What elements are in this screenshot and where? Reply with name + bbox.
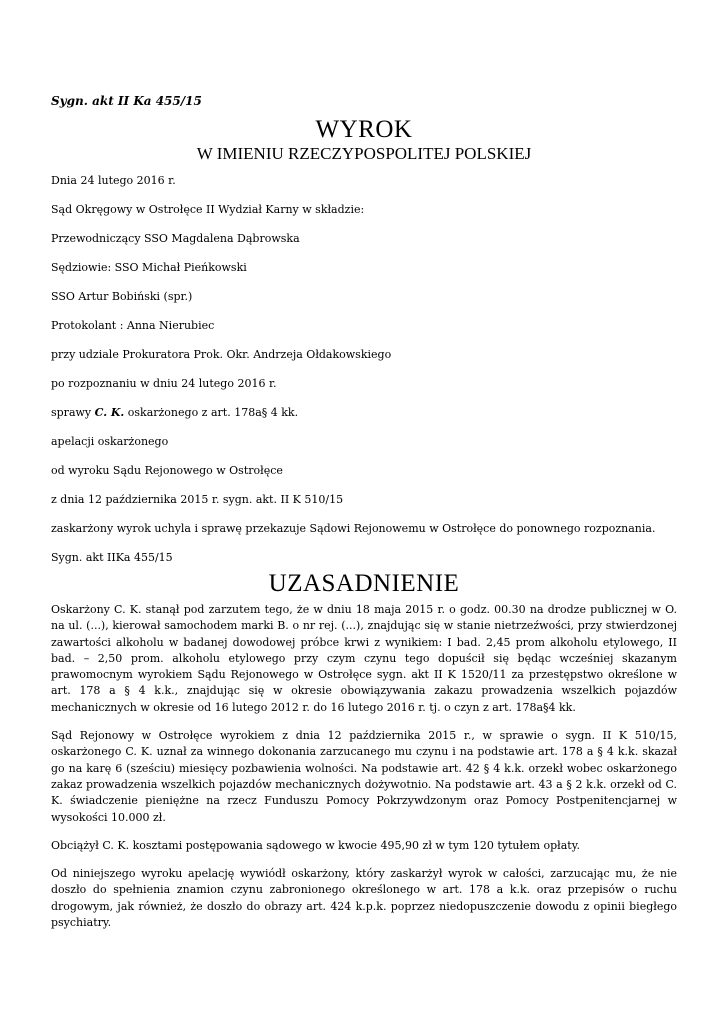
judge-rapporteur: SSO Artur Bobiński (spr.)	[51, 290, 193, 303]
presiding-judge: Przewodniczący SSO Magdalena Dąbrowska	[51, 232, 300, 245]
document-page	[51, 92, 677, 931]
case-prefix: sprawy	[51, 406, 95, 419]
justification-paragraph: Od niniejszego wyroku apelację wywiódł oskarżony, który zaskarżył wyrok w całości, zarzucając mu, że nie doszło do spełnienia znamion czynu zabronionego określonego w art. 178 a k.k. oraz przepisów o ruchu drogowym, jak również, że doszło do obrazy art. 424 k.p.k. poprzez niedopuszczenie dowodu z opinii biegłego psychiatry.	[51, 867, 677, 930]
court-clerk: Protokolant : Anna Nierubiec	[51, 319, 215, 332]
document-subtitle: W IMIENIU RZECZYPOSPOLITEJ POLSKIEJ	[196, 144, 532, 163]
justification-paragraph: Oskarżony C. K. stanął pod zarzutem tego, że w dniu 18 maja 2015 r. o godz. 00.30 na drodze publicznej w O. na ul. (...), kierował samochodem marki B. o nr rej. (...), znajdując się w stanie nietrzeźwości, przy stwierdzonej zawartości alkoholu w badanej dowodowej próbce krwi z wynikiem: I bad. 2,45 prom alkoholu etylowego, II bad. – 2,50 prom. alkoholu etylowego przy czym czynu tego dopuścił się będąc wcześniej skazanym prawomocnym wyrokiem Sądu Rejonowego w Ostrołęce sygn. akt II K 1520/11 za przestępstwo określone w art. 178 a § 4 k.k., znajdując się w okresie obowiązywania zakazu prowadzenia wszelkich pojazdów mechanicznych w okresie od 16 lutego 2012 r. do 16 lutego 2016 r. tj. o czyn z art. 178a§4 kk.	[51, 603, 677, 714]
case-suffix: oskarżonego z art. 178a§ 4 kk.	[124, 406, 299, 419]
appeal-line: apelacji oskarżonego	[51, 435, 169, 448]
prosecutor: przy udziale Prokuratora Prok. Okr. Andrzeja Ołdakowskiego	[51, 348, 392, 361]
lower-court-judgment-date: z dnia 12 października 2015 r. sygn. akt. II K 510/15	[51, 493, 344, 506]
hearing-date: po rozpoznaniu w dniu 24 lutego 2016 r.	[51, 377, 277, 390]
defendant-name: C. K.	[94, 406, 125, 419]
court-composition: Sąd Okręgowy w Ostrołęce II Wydział Karny w składzie:	[51, 203, 365, 216]
justification-paragraph: Sąd Rejonowy w Ostrołęce wyrokiem z dnia 12 października 2015 r., w sprawie o sygn. II K 510/15, oskarżonego C. K. uznał za winnego dokonania zarzucanego mu czynu i na podstawie art. 178 a § 4 k.k. skazał go na karę 6 (sześciu) miesięcy pozbawienia wolności. Na podstawie art. 42 § 4 k.k. orzekł wobec oskarżonego zakaz prowadzenia wszelkich pojazdów mechanicznych dożywotnio. Na podstawie art. 43 a § 2 k.k. orzekł od C. K. świadczenie pieniężne na rzecz Funduszu Pomocy Pokrzywdzonym oraz Pomocy Postpenitencjarnej w wysokości 10.000 zł.	[51, 729, 677, 824]
case-signature: Sygn. akt II Ka 455/15	[51, 94, 202, 108]
judgment-date: Dnia 24 lutego 2016 r.	[51, 174, 176, 187]
case-description	[51, 405, 677, 420]
judges: Sędziowie: SSO Michał Pieńkowski	[51, 261, 247, 274]
case-signature-bottom: Sygn. akt IIKa 455/15	[51, 551, 173, 564]
justification-heading: UZASADNIENIE	[268, 570, 460, 597]
lower-court-line: od wyroku Sądu Rejonowego w Ostrołęce	[51, 464, 283, 477]
document-title: WYROK	[315, 116, 413, 143]
justification-paragraph: Obciążył C. K. kosztami postępowania sądowego w kwocie 495,90 zł w tym 120 tytułem opłaty.	[51, 838, 580, 852]
ruling: zaskarżony wyrok uchyla i sprawę przekazuje Sądowi Rejonowemu w Ostrołęce do ponownego rozpoznania.	[51, 522, 656, 535]
